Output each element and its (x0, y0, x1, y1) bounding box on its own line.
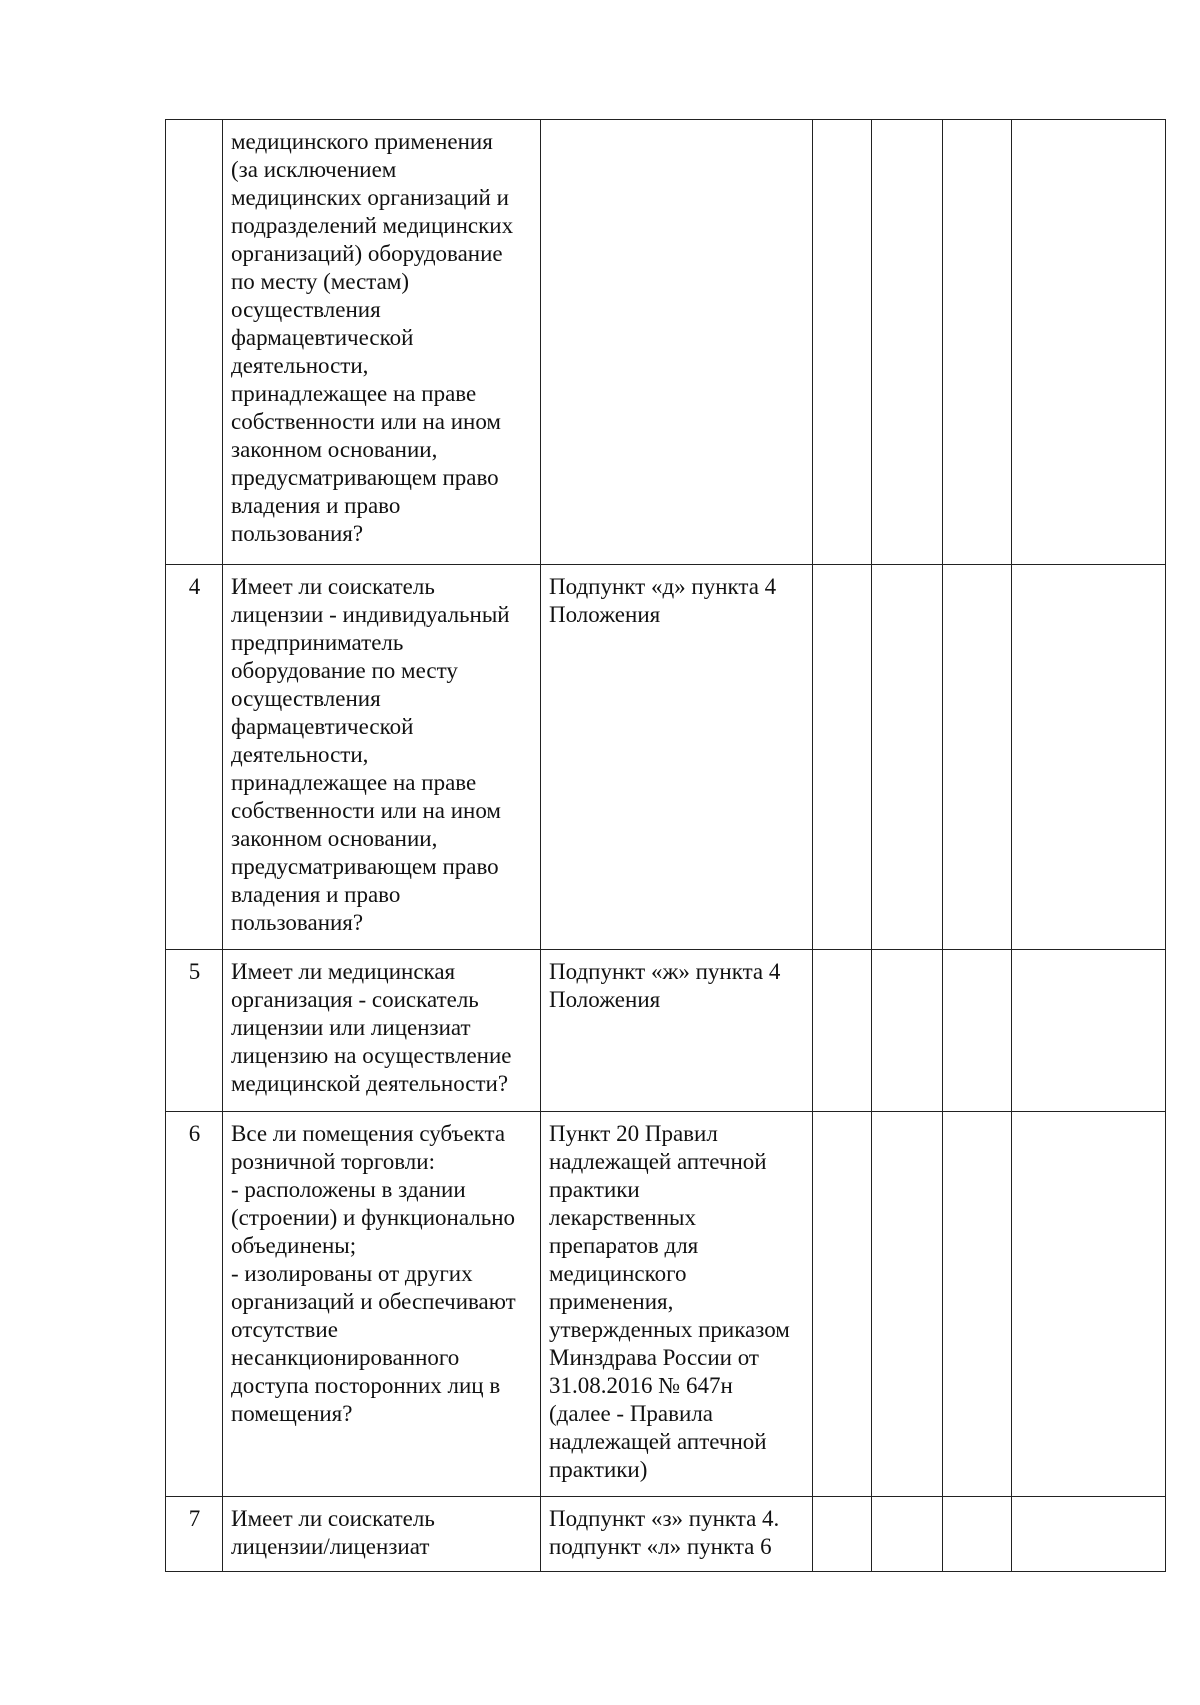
row-number (166, 120, 223, 565)
answer-cell-yes (813, 565, 872, 950)
legal-reference: Пункт 20 Правил надлежащей аптечной практики лекарственных препаратов для медицинского применения, утвержденных приказом Минздрава России от 31.08.2016 № 647н (далее - Правила надлежащей аптечной практики) (541, 1112, 813, 1497)
notes-cell (1012, 565, 1166, 950)
legal-reference: Подпункт «д» пункта 4 Положения (541, 565, 813, 950)
question-text: медицинского применения (за исключением медицинских организаций и подразделений медицинских организаций) оборудование по месту (местам) осуществления фармацевтической деятельности, принадлежащее на праве собственности или на ином законном основании, предусматривающем право владения и право пользования? (223, 120, 541, 565)
row-number: 6 (166, 1112, 223, 1497)
answer-cell-na (943, 565, 1012, 950)
table-row (166, 1112, 1166, 1497)
answer-cell-no (872, 1112, 943, 1497)
answer-cell-na (943, 120, 1012, 565)
question-text: Все ли помещения субъекта розничной торговли: - расположены в здании (строении) и функционально объединены; - изолированы от других организаций и обеспечивают отсутствие несанкционированного доступа посторонних лиц в помещения? (223, 1112, 541, 1497)
row-number: 7 (166, 1497, 223, 1572)
table-row (166, 565, 1166, 950)
notes-cell (1012, 120, 1166, 565)
question-text: Имеет ли медицинская организация - соискатель лицензии или лицензиат лицензию на осуществление медицинской деятельности? (223, 950, 541, 1112)
table-row (166, 950, 1166, 1112)
question-text: Имеет ли соискатель лицензии - индивидуальный предприниматель оборудование по месту осуществления фармацевтической деятельности, принадлежащее на праве собственности или на ином законном основании, предусматривающем право владения и право пользования? (223, 565, 541, 950)
answer-cell-no (872, 950, 943, 1112)
question-text: Имеет ли соискатель лицензии/лицензиат (223, 1497, 541, 1572)
answer-cell-yes (813, 950, 872, 1112)
answer-cell-na (943, 950, 1012, 1112)
answer-cell-yes (813, 1112, 872, 1497)
answer-cell-na (943, 1112, 1012, 1497)
answer-cell-no (872, 120, 943, 565)
row-number: 4 (166, 565, 223, 950)
notes-cell (1012, 1112, 1166, 1497)
notes-cell (1012, 950, 1166, 1112)
legal-reference: Подпункт «ж» пункта 4 Положения (541, 950, 813, 1112)
legal-reference (541, 120, 813, 565)
answer-cell-yes (813, 1497, 872, 1572)
answer-cell-no (872, 565, 943, 950)
checklist-table (165, 119, 1166, 1572)
legal-reference: Подпункт «з» пункта 4. подпункт «л» пункта 6 (541, 1497, 813, 1572)
answer-cell-na (943, 1497, 1012, 1572)
row-number: 5 (166, 950, 223, 1112)
table-row (166, 1497, 1166, 1572)
answer-cell-yes (813, 120, 872, 565)
table-row (166, 120, 1166, 565)
answer-cell-no (872, 1497, 943, 1572)
notes-cell (1012, 1497, 1166, 1572)
